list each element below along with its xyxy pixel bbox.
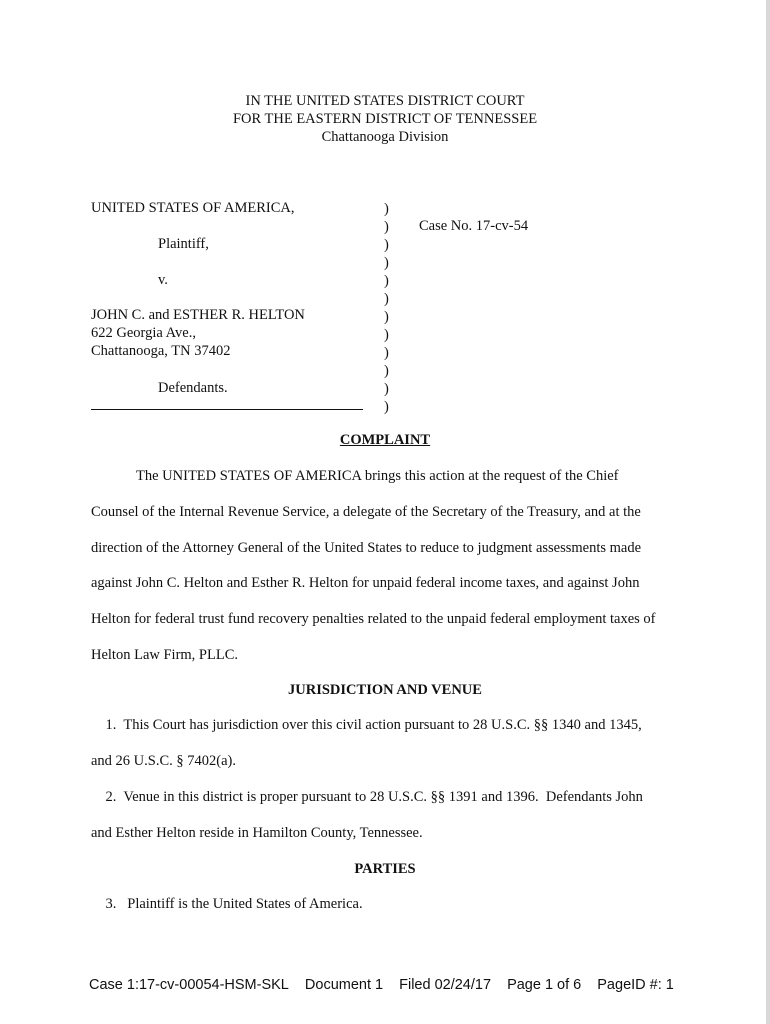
footer-page: Page 1 of 6 [507,977,582,993]
footer-filed: Filed 02/24/17 [399,977,492,993]
paragraph-2: 2. Venue in this district is proper pursuant to 28 U.S.C. §§ 1391 and 1396. Defendants John and Esther Helton reside in Hamilton County, Tennessee. [91,789,643,841]
defendant-address-line1: 622 Georgia Ave., [91,325,196,341]
caption-rule [91,409,363,410]
division-name: Chattanooga Division [321,129,449,145]
plaintiff-name: UNITED STATES OF AMERICA, [91,200,295,216]
plaintiff-label: Plaintiff, [158,236,209,252]
defendant-name: JOHN C. and ESTHER R. HELTON [91,307,305,323]
versus: v. [158,272,168,288]
defendant-label: Defendants. [158,380,228,396]
defendant-address-line2: Chattanooga, TN 37402 [91,343,231,359]
case-caption [91,200,691,420]
footer-document: Document 1 [304,977,384,993]
parties-heading: PARTIES [354,861,416,877]
paragraph-3: 3. Plaintiff is the United States of America. [91,896,363,912]
court-name: IN THE UNITED STATES DISTRICT COURT [245,93,525,109]
page-footer [89,977,709,993]
district-name: FOR THE EASTERN DISTRICT OF TENNESSEE [232,111,538,127]
intro-paragraph: The UNITED STATES OF AMERICA brings this action at the request of the Chief Counsel of the Internal Revenue Service, a delegate of the Secretary of the Treasury, and at the direction of the Attorney General of the United States to reduce to judgment assessments made against John C. Helton and Esther R. Helton for unpaid federal income taxes, and against John Helton for federal trust fund recovery penalties related to the unpaid federal employment taxes of Helton Law Firm, PLLC. [91,468,656,663]
paragraph-1: 1. This Court has jurisdiction over this civil action pursuant to 28 U.S.C. §§ 1340 and 1345, and 26 U.S.C. § 7402(a). [91,717,642,769]
case-number: Case No. 17-cv-54 [419,218,529,234]
jurisdiction-heading: JURISDICTION AND VENUE [288,682,482,698]
footer-case: Case 1:17-cv-00054-HSM-SKL [89,977,289,993]
caption-parentheses: ) ) ) ) ) ) ) ) ) ) ) ) [384,201,389,415]
complaint-title: COMPLAINT [339,432,431,448]
footer-pageid: PageID #: 1 [597,977,674,993]
court-header [0,92,770,146]
